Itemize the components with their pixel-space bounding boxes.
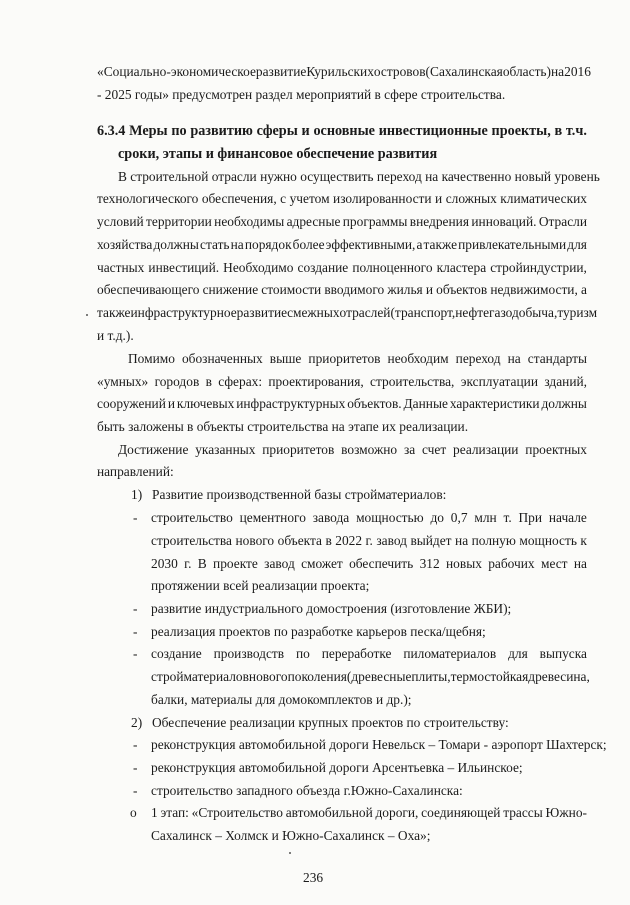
section-heading: сроки, этапы и финансовое обеспечение развития [118,146,438,162]
list-item: 2030 г. В проекте завод сможет обеспечить 312 новых рабочих мест на [151,556,587,571]
paragraph-line: обеспечивающего снижение стоимости вводимого жилья и объектов недвижимости, а [97,282,587,297]
list-item: Сахалинск – Холмск и Южно-Сахалинск – Оха»; [151,828,431,843]
paragraph-line: Достижение указанных приоритетов возможно за счет реализации проектных [118,442,587,457]
paragraph-line: и т.д.). [97,328,134,343]
list-item: создание производств по переработке пиломатериалов для выпуска [151,646,587,661]
list-item: строительства нового объекта в 2022 г. завод выйдет на полную мощность к [151,533,587,548]
scan-speck [289,852,291,854]
page-number: 236 [303,870,324,885]
paragraph-line: Помимо обозначенных выше приоритетов необходим переход на стандарты [128,351,587,366]
list-item: реконструкция автомобильной дороги Невельск – Томари - аэропорт Шахтерск; [151,737,607,752]
bullet-marker: - [133,737,138,752]
list-title: Обеспечение реализации крупных проектов по строительству: [152,715,509,730]
bullet-marker: - [133,646,138,661]
paragraph-line: В строительной отрасли нужно осуществить переход на качественно новый уровень [118,169,600,184]
list-item: строительство цементного завода мощностью до 0,7 млн т. При начале [151,510,587,525]
paragraph-line: хозяйства должны стать на порядок более эффективными, а также привлекательными для [97,237,587,252]
list-marker: 2) [131,715,143,730]
intro-line: «Социально-экономическое развитие Курильских островов (Сахалинская область) на 2016 [97,64,591,79]
paragraph-line: сооружений и ключевых инфраструктурных объектов. Данные характеристики должны [97,396,587,411]
bullet-marker: - [133,783,138,798]
list-item: протяжении всей реализации проекта; [151,578,370,593]
list-marker: 1) [131,487,143,502]
list-item: строительство западного объезда г.Южно-Сахалинска: [151,783,463,798]
list-item: стройматериалов нового поколения (древесные плиты, термостойкая древесина, [151,669,590,684]
bullet-marker: - [133,601,138,616]
paragraph-line: частных инвестиций. Необходимо создание полноценного кластера стройиндустрии, [97,260,587,275]
list-item: реконструкция автомобильной дороги Арсентьевка – Ильинское; [151,760,523,775]
section-heading: 6.3.4 Меры по развитию сферы и основные инвестиционные проекты, в т.ч. [97,123,587,139]
paragraph-line: условий территории необходимы адресные программы внедрения инноваций. Отрасли [97,214,587,229]
intro-line: - 2025 годы» предусмотрен раздел мероприятий в сфере строительства. [97,87,506,102]
list-title: Развитие производственной базы стройматериалов: [152,487,447,502]
list-item: развитие индустриального домостроения (изготовление ЖБИ); [151,601,512,616]
list-item: 1 этап: «Строительство автомобильной дороги, соединяющей трассы Южно- [151,805,587,820]
paragraph-line: технологического обеспечения, с учетом изолированности и сложных климатических [97,191,587,206]
paragraph-line: также инфраструктурное развитие смежных отраслей (транспорт, нефтегазодобыча, туризм [97,305,598,320]
bullet-marker: - [133,760,138,775]
list-item: балки, материалы для домокомплектов и др.); [151,692,412,707]
paragraph-line: направлений: [97,464,174,479]
bullet-marker: - [133,510,138,525]
paragraph-line: быть заложены в объекты строительства на этапе их реализации. [97,419,469,434]
paragraph-line: «умных» городов в сферах: проектирования, строительства, эксплуатации зданий, [97,374,587,389]
bullet-marker: o [130,805,137,820]
bullet-marker: - [133,624,138,639]
list-item: реализация проектов по разработке карьеров песка/щебня; [151,624,486,639]
scan-speck [86,314,88,316]
